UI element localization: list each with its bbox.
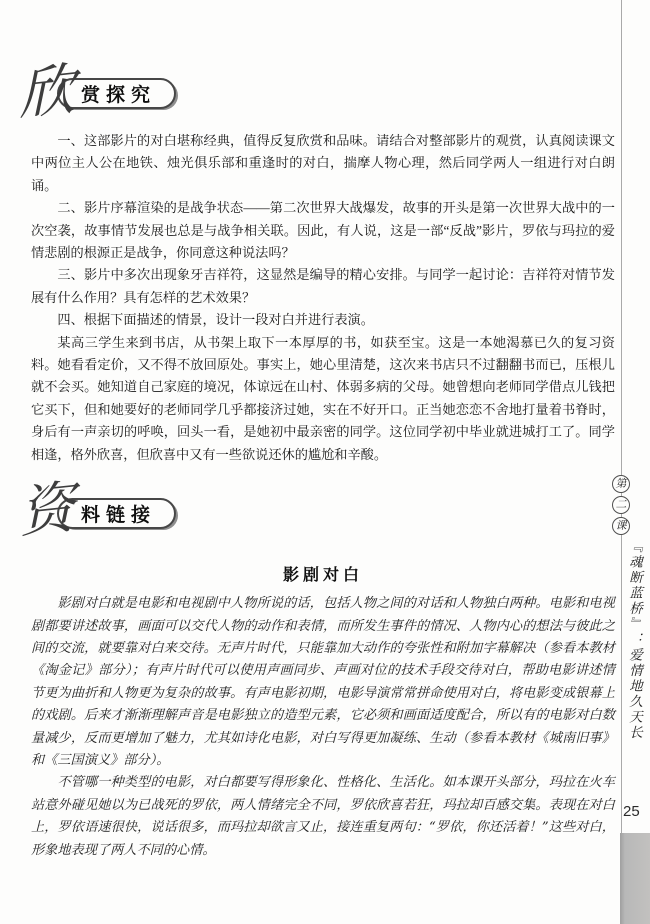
paragraph-question-1: 一、这部影片的对白堪称经典，值得反复欣赏和品味。请结合对整部影片的观赏，认真阅读课文中两位主人公在地铁、烛光俱乐部和重逢时的对白，揣摩人物心理，然后同学两人一组进行对白朗诵。: [31, 133, 615, 193]
paragraph-question-4: 四、根据下面描述的情景，设计一段对白并进行表演。: [57, 312, 374, 328]
paragraph-question-3: 三、影片中多次出现象牙吉祥符，这显然是编导的精心安排。与同学一起讨论：吉祥符对情节发展有什么作用？具有怎样的艺术效果？: [31, 267, 615, 305]
appreciation-body: [31, 130, 615, 466]
article-title: 影剧对白: [282, 567, 363, 585]
section-header-label: 料链接: [81, 505, 157, 527]
paragraph-scenario: 某高三学生来到书店，从书架上取下一本厚厚的书，如获至宝。这是一本她渴慕已久的复习资料。她看看定价，又不得不放回原处。事实上，她心里清楚，这次来书店只不过翻翻书而已，压根儿就不会买。她知道自己家庭的境况，体谅远在山村、体弱多病的父母。她曾想向老师同学借点儿钱把它买下，但和她要好的老师同学几乎都接济过她，实在不好开口。正当她恋恋不舍地打量着书脊时，身后有一声亲切的呼唤，回头一看，是她初中最亲密的同学。这位同学初中毕业就进城打工了。同学相逢，格外欣喜，但欣喜中又有一些欲说还休的尴尬和辛酸。: [31, 334, 615, 462]
section-header-materials: [17, 475, 615, 550]
course-title-vertical: 『魂断蓝桥』：爱情地久天长: [626, 539, 642, 741]
lesson-badge-char: 课: [612, 517, 630, 535]
page-number: 25: [623, 803, 640, 820]
paragraph-question-2: 二、影片序幕渲染的是战争状态——第二次世界大战爆发，故事的开头是第一次世界大战中的一次空袭，故事情节发展也总是与战争相关联。因此，有人说，这是一部“反战”影片，罗依与玛拉的爱情悲剧的根源正是战争，你同意这种说法吗？: [31, 200, 615, 261]
section-initial-calligraphy: 资: [17, 475, 76, 547]
lesson-number-badges: [612, 475, 630, 535]
content-column: [17, 0, 615, 862]
paragraph-dialogue-history: 影剧对白就是电影和电视剧中人物所说的话，包括人物之间的对话和人物独白两种。电影和电视剧都要讲述故事，画面可以交代人物的动作和表情，而所发生事件的情况、人物内心的想法与彼此之间的交流，就要靠对白来交待。无声片时代，只能靠加大动作的夸张性和附加字幕解决（参看本教材《淘金记》部分）；有声片时代可以使用声画同步、声画对位的技术手段交待对白，帮助电影讲述情节更为曲折和人物更为复杂的故事。有声电影初期，电影导演常常拼命使用对白，将电影变成银幕上的戏剧。后来才渐渐理解声音是电影独立的造型元素，它必须和画面适度配合，所以有的电影对白数量减少，反而更增加了魅力，尤其如诗化电影，对白写得更加凝练、生动（参看本教材《城南旧事》和《三国演义》部分）。: [31, 596, 615, 768]
lesson-badge-char: 第: [612, 475, 630, 493]
section-initial-calligraphy: 欣: [17, 57, 76, 128]
materials-body: [31, 593, 615, 862]
section-header-label: 赏探究: [81, 85, 157, 106]
paragraph-dialogue-style: 不管哪一种类型的电影，对白都要写得形象化、性格化、生活化。如本课开头部分，玛拉在火车站意外碰见她以为已战死的罗依，两人情绪完全不同，罗依欣喜若狂，玛拉却百感交集。表现在对白上，罗依语速很快，说话很多，而玛拉却欲言又止，接连重复两句：“罗依，你还活着！”这些对白，形象地表现了两人不同的心情。: [31, 775, 615, 858]
margin-rule: [621, 0, 622, 833]
section-header-appreciation: [17, 57, 615, 128]
page-edge-shadow: [620, 833, 650, 924]
lesson-badge-char: 二: [612, 496, 630, 514]
